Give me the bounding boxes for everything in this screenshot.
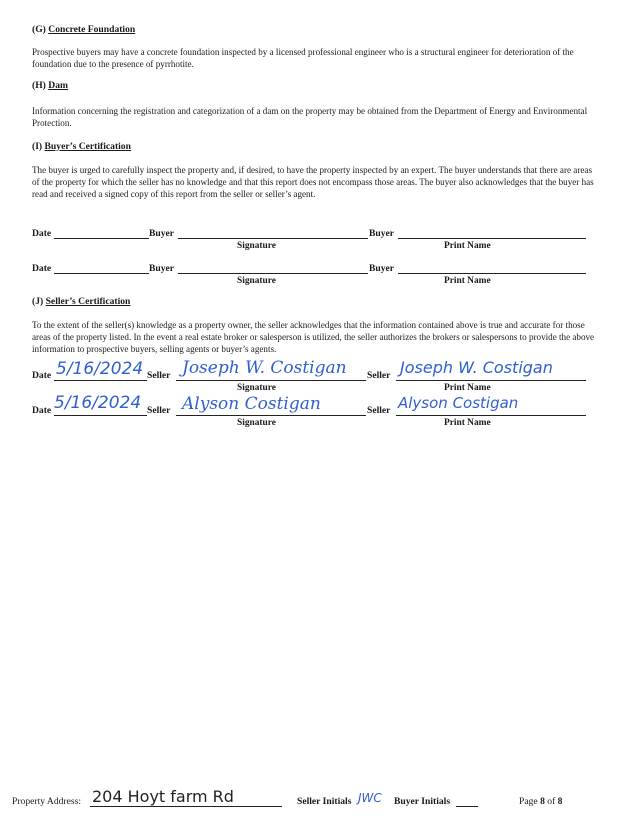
seller-signature-field[interactable] <box>176 380 366 381</box>
buyer-initials-label: Buyer Initials <box>394 796 451 807</box>
seller-initials-label: Seller Initials <box>297 796 352 807</box>
print-name-caption: Print Name <box>444 418 491 428</box>
seller-initials <box>297 796 351 807</box>
buyer-print-name-field[interactable] <box>398 273 586 274</box>
date-label: Date <box>32 263 52 274</box>
print-name-caption: Print Name <box>444 383 491 393</box>
print-name-caption: Print Name <box>444 241 491 251</box>
buyer-initials <box>394 796 450 807</box>
signature-caption: Signature <box>237 418 276 428</box>
buyer-signature-field[interactable] <box>178 273 368 274</box>
seller-label: Seller <box>147 370 171 381</box>
print-name-caption: Print Name <box>444 276 491 286</box>
seller-2-date-handwritten: 5/16/2024 <box>54 393 142 413</box>
section-h-title: Dam <box>48 80 68 91</box>
section-j-heading <box>32 296 130 307</box>
section-g-prefix: (G) <box>32 24 46 35</box>
seller-label: Seller <box>147 405 171 416</box>
seller-1-print-name: Joseph W. Costigan <box>400 358 553 377</box>
buyer-signature-field[interactable] <box>178 238 368 239</box>
signature-caption: Signature <box>237 276 276 286</box>
page-number <box>519 796 562 807</box>
seller-label: Seller <box>367 370 391 381</box>
section-i-heading <box>32 141 131 152</box>
page-of: of <box>547 796 556 807</box>
buyer-print-name-field[interactable] <box>398 238 586 239</box>
section-h-prefix: (H) <box>32 80 46 91</box>
seller-print-name-field[interactable] <box>396 380 586 381</box>
section-h-body: Information concerning the registration and categorization of a dam on the property may be obtained from the Department of Energy and Environmental Protection. <box>32 106 588 128</box>
seller-label: Seller <box>367 405 391 416</box>
section-i-title: Buyer’s Certification <box>44 141 131 152</box>
buyer-label: Buyer <box>149 228 175 239</box>
property-address <box>12 796 81 807</box>
property-address-handwritten: 204 Hoyt farm Rd <box>92 787 234 806</box>
buyer-row-2 <box>32 263 598 297</box>
date-label: Date <box>32 405 52 416</box>
seller-1-signature: Joseph W. Costigan <box>182 358 347 378</box>
buyer-label: Buyer <box>369 263 395 274</box>
buyer-date-field[interactable] <box>54 273 149 274</box>
buyer-row-1 <box>32 228 598 262</box>
seller-date-field[interactable] <box>54 415 147 416</box>
section-i-body: The buyer is urged to carefully inspect the property and, if desired, to have the property inspected by an expert. The buyer understands that there are areas of the property for which the seller has no knowledge and that this report does not encompass those areas. The buyer also acknowledges that the buyer has read and received a signed copy of this report from the seller or seller’s agent. <box>32 165 594 199</box>
page-total: 8 <box>557 796 563 807</box>
property-address-label: Property Address: <box>12 796 82 807</box>
section-j-title: Seller’s Certification <box>45 296 131 307</box>
page-label: Page <box>519 796 538 807</box>
seller-2-print-name: Alyson Costigan <box>398 394 519 412</box>
seller-date-field[interactable] <box>54 380 147 381</box>
date-label: Date <box>32 228 52 239</box>
section-j-body: To the extent of the seller(s) knowledge as a property owner, the seller acknowledges that the information contained above is true and accurate for those areas of the property listed. In the event a real estate broker or salesperson is utilized, the seller authorizes the brokers or salespersons to provide the above information to prospective buyers, selling agents or buyer’s agents. <box>32 320 595 354</box>
section-i-prefix: (I) <box>32 141 43 152</box>
page-current: 8 <box>540 796 545 807</box>
seller-2-signature: Alyson Costigan <box>182 394 321 414</box>
signature-caption: Signature <box>237 241 276 251</box>
seller-1-date-handwritten: 5/16/2024 <box>56 359 144 379</box>
section-j-prefix: (J) <box>32 296 44 307</box>
signature-caption: Signature <box>237 383 276 393</box>
section-g-title: Concrete Foundation <box>48 24 136 35</box>
buyer-initials-line[interactable] <box>456 806 478 807</box>
section-g-heading <box>32 24 135 35</box>
seller-signature-field[interactable] <box>176 415 366 416</box>
buyer-date-field[interactable] <box>54 238 149 239</box>
section-h-heading <box>32 80 68 91</box>
buyer-label: Buyer <box>369 228 395 239</box>
date-label: Date <box>32 370 52 381</box>
seller-row-2 <box>32 393 598 439</box>
buyer-label: Buyer <box>149 263 175 274</box>
section-g-body: Prospective buyers may have a concrete foundation inspected by a licensed professional engineer who is a structural engineer for deterioration of the foundation due to the presence of pyrrhotite. <box>32 47 574 69</box>
seller-initials-handwritten: JWC <box>358 791 382 805</box>
property-address-line[interactable] <box>90 806 282 807</box>
seller-print-name-field[interactable] <box>396 415 586 416</box>
